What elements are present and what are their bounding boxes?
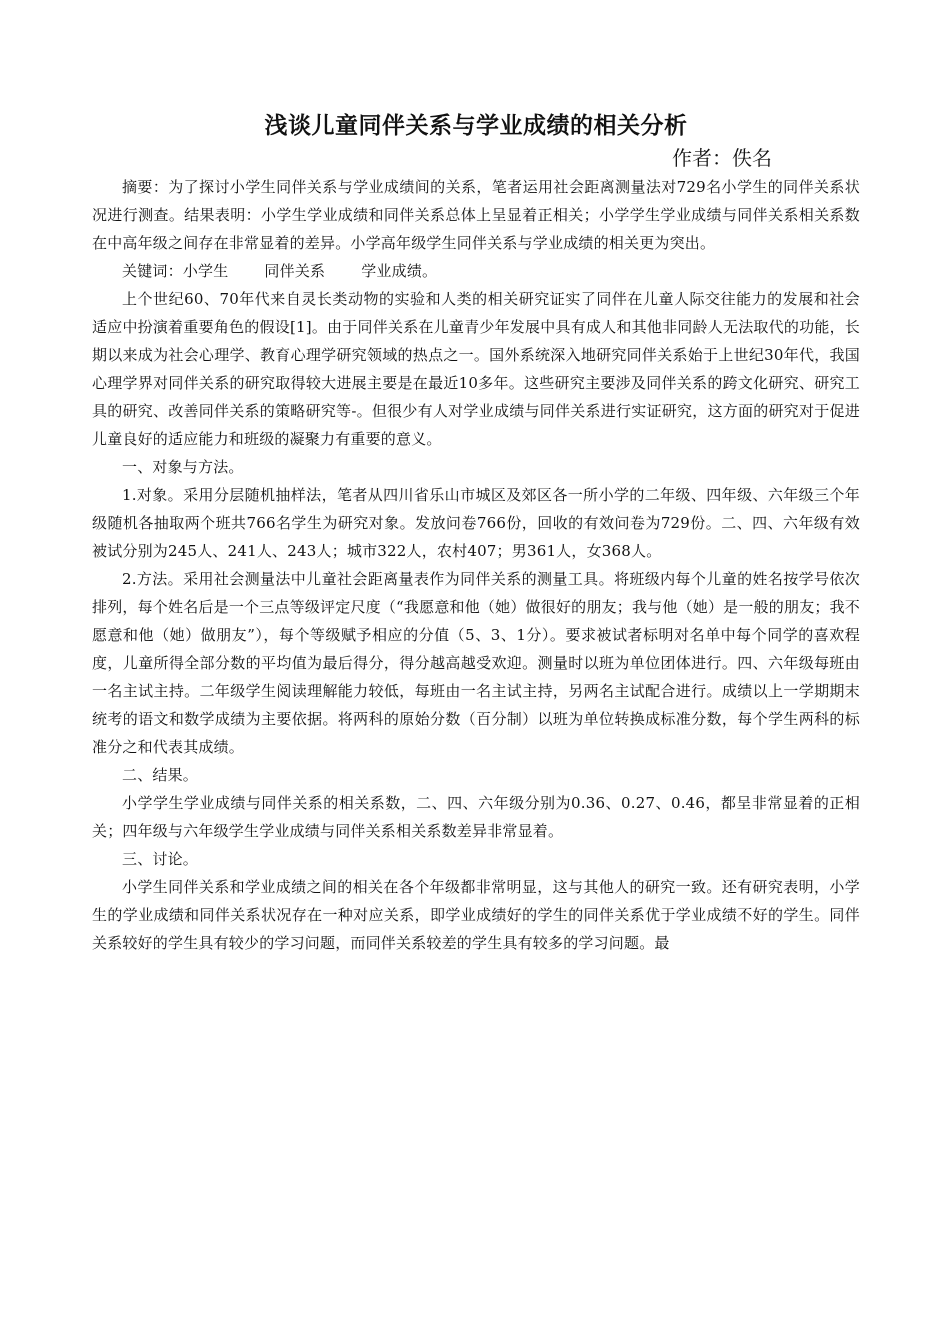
document-body	[92, 108, 860, 957]
section-heading: 二、结果。	[122, 766, 199, 784]
document-title: 浅谈儿童同伴关系与学业成绩的相关分析	[264, 113, 688, 139]
results-paragraph: 小学学生学业成绩与同伴关系的相关系数，二、四、六年级分别为0.36、0.27、0.46，都呈非常显着的正相关；四年级与六年级学生学业成绩与同伴关系相关系数差异非常显着。	[92, 794, 860, 840]
section-heading: 一、对象与方法。	[122, 458, 244, 476]
author-line: 作者：佚名	[672, 146, 772, 170]
discussion-paragraph: 小学生同伴关系和学业成绩之间的相关在各个年级都非常明显，这与其他人的研究一致。还有研究表明，小学生的学业成绩和同伴关系状况存在一种对应关系，即学业成绩好的学生的同伴关系优于学业成绩不好的学生。同伴关系较好的学生具有较少的学习问题，而同伴关系较差的学生具有较多的学习问题。最	[92, 878, 860, 952]
section-heading: 三、讨论。	[122, 850, 199, 868]
method-paragraph: 2.方法。采用社会测量法中儿童社会距离量表作为同伴关系的测量工具。将班级内每个儿童的姓名按学号依次排列，每个姓名后是一个三点等级评定尺度（“我愿意和他（她）做很好的朋友；我与他（她）是一般的朋友；我不愿意和他（她）做朋友”），每个等级赋予相应的分值（5、3、1分）。要求被试者标明对名单中每个同学的喜欢程度，儿童所得全部分数的平均值为最后得分，得分越高越受欢迎。测量时以班为单位团体进行。四、六年级每班由一名主试主持。二年级学生阅读理解能力较低，每班由一名主试主持，另两名主试配合进行。成绩以上一学期期末统考的语文和数学成绩为主要依据。将两科的原始分数（百分制）以班为单位转换成标准分数，每个学生两科的标准分之和代表其成绩。	[92, 570, 860, 756]
intro-paragraph: 上个世纪60、70年代来自灵长类动物的实验和人类的相关研究证实了同伴在儿童人际交往能力的发展和社会适应中扮演着重要角色的假设[1]。由于同伴关系在儿童青少年发展中具有成人和其他非同龄人无法取代的功能，长期以来成为社会心理学、教育心理学研究领域的热点之一。国外系统深入地研究同伴关系始于上世纪30年代，我国心理学界对同伴关系的研究取得较大进展主要是在最近10多年。这些研究主要涉及同伴关系的跨文化研究、研究工具的研究、改善同伴关系的策略研究等-。但很少有人对学业成绩与同伴关系进行实证研究，这方面的研究对于促进儿童良好的适应能力和班级的凝聚力有重要的意义。	[92, 290, 860, 448]
keyword-item: 小学生	[182, 262, 229, 280]
keyword-item: 学业成绩。	[361, 262, 438, 280]
abstract-paragraph: 摘要：为了探讨小学生同伴关系与学业成绩间的关系，笔者运用社会距离测量法对729名小学生的同伴关系状况进行测查。结果表明：小学生学业成绩和同伴关系总体上呈显着正相关；小学学生学业成绩与同伴关系相关系数在中高年级之间存在非常显着的差异。小学高年级学生同伴关系与学业成绩的相关更为突出。	[92, 178, 860, 252]
keyword-item: 同伴关系	[264, 262, 326, 280]
keywords-label: 关键词：	[122, 262, 183, 280]
subjects-paragraph: 1.对象。采用分层随机抽样法，笔者从四川省乐山市城区及郊区各一所小学的二年级、四年级、六年级三个年级随机各抽取两个班共766名学生为研究对象。发放问卷766份，回收的有效问卷为729份。二、四、六年级有效被试分别为245人、241人、243人；城市322人，农村407；男361人，女368人。	[92, 486, 860, 560]
keywords-line	[92, 257, 860, 285]
